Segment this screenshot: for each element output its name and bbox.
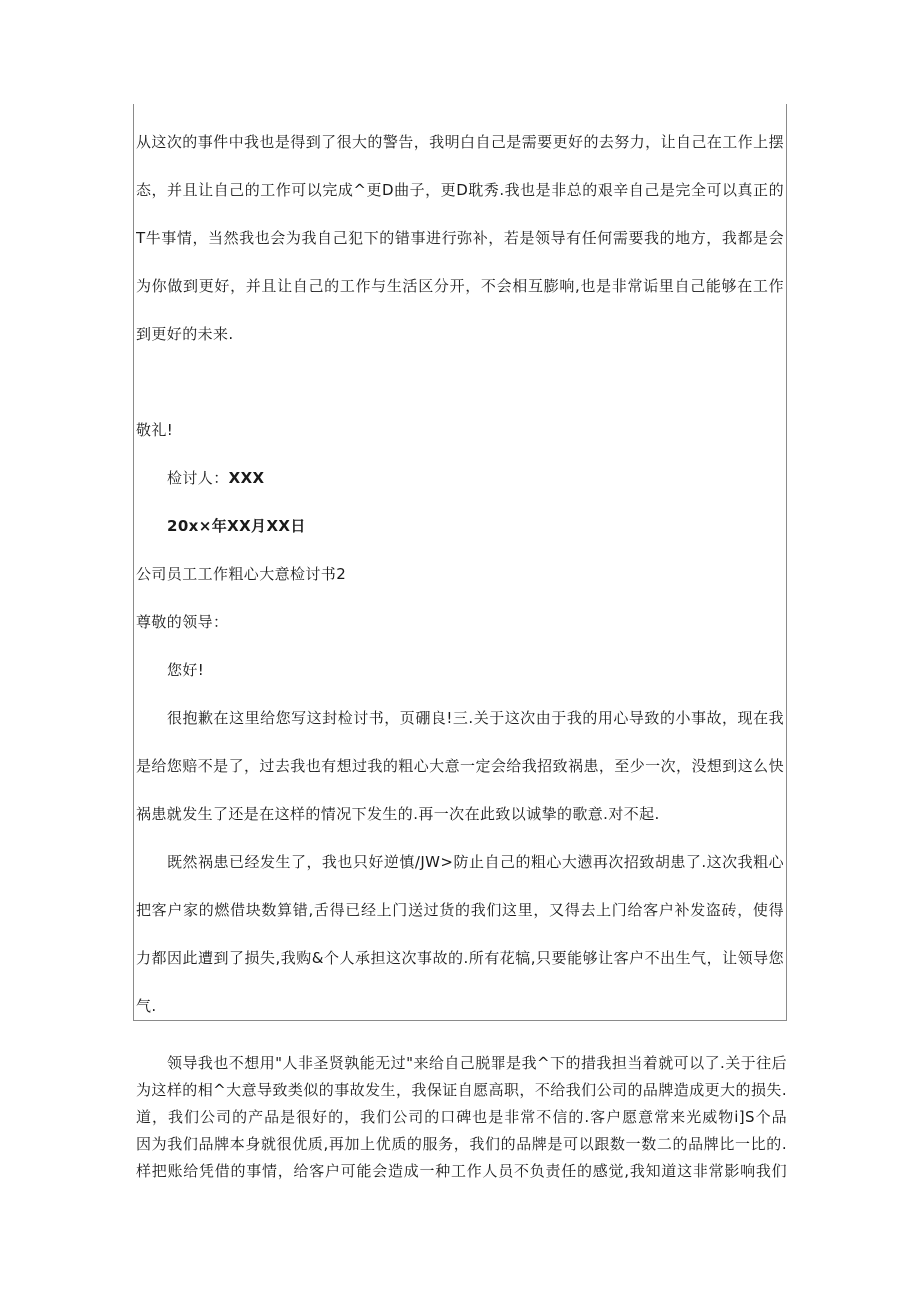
paragraph-line: 祸患就发生了还是在这样的情况下发生的.再一次在此致以诚挚的歌意.对不起.	[136, 805, 660, 823]
paragraph-line: 为你做到更好，并且让自己的工作与生活区分开，不会相互膨响,也是非常诟里自己能够在工作	[136, 277, 784, 295]
paragraph-line: 为这样的相^大意导致类似的事故发生，我保证自愿高职，不给我们公司的品牌造成更大的损失.	[136, 1081, 787, 1099]
paragraph-line: 领导我也不想用"人非圣贤孰能无过"来给自己脱罪是我^下的措我担当着就可以了.关于往后	[167, 1054, 787, 1072]
reviewer-signature	[167, 468, 784, 488]
paragraph-line: 因为我们品牌本身就很优质,再加上优质的服务，我们的品牌是可以跟数一数二的品牌比一比的.	[136, 1135, 787, 1153]
letter-hello: 您好!	[167, 661, 205, 679]
paragraph-line: 道，我们公司的产品是很好的，我们公司的口碑也是非常不信的.客户愿意常来光威物i]S个品	[136, 1108, 787, 1126]
signature-date: 20x×年XX月XX日	[167, 517, 306, 535]
paragraph-line: 到更好的未来.	[136, 325, 234, 343]
paragraph-line: 把客户家的燃借块数算错,舌得已经上门送过货的我们这里，又得去上门给客户补发盗砖，使得	[136, 901, 784, 919]
paragraph-line: 样把账给凭借的事情，给客户可能会造成一种工作人员不负责任的感觉,我知道这非常影响我们	[136, 1162, 787, 1180]
salutation: 敬礼!	[136, 421, 174, 439]
reviewer-label: 检讨人：	[167, 469, 229, 487]
paragraph-line: 态，并且让自己的工作可以完成^更D曲子，更D耽秀.我也是非总的艰辛自己是完全可以真正的	[136, 181, 784, 199]
paragraph-line: T牛事情，当然我也会为我自己犯下的错事进行弥补，若是领导有任何需要我的地方，我都是会	[136, 229, 784, 247]
paragraph-line: 很抱歉在这里给您写这封检讨书，页硼良!三.关于这次由于我的用心导致的小事故，现在我	[167, 709, 784, 727]
paragraph-line: 力都因此遭到了损失,我购&个人承担这次事故的.所有花犒,只要能够让客户不出生气，让领导您	[136, 949, 784, 967]
paragraph-line: 是给您赔不是了，过去我也有想过我的粗心大意一定会给我招致祸患，至少一次，没想到这么快	[136, 757, 784, 775]
paragraph-line: 从这次的事件中我也是得到了很大的警告，我明白自己是需要更好的去努力，让自己在工作上摆	[136, 133, 784, 151]
letter-greeting: 尊敬的领导：	[136, 613, 229, 631]
reviewer-name: XXX	[228, 469, 265, 487]
paragraph-line: 既然祸患已经发生了，我也只好逆慎/JW>防止自己的粗心大懑再次招致胡患了.这次我粗心	[167, 853, 784, 871]
paragraph-line: 气.	[136, 997, 157, 1015]
section-title: 公司员工工作粗心大意检讨书2	[136, 565, 347, 583]
